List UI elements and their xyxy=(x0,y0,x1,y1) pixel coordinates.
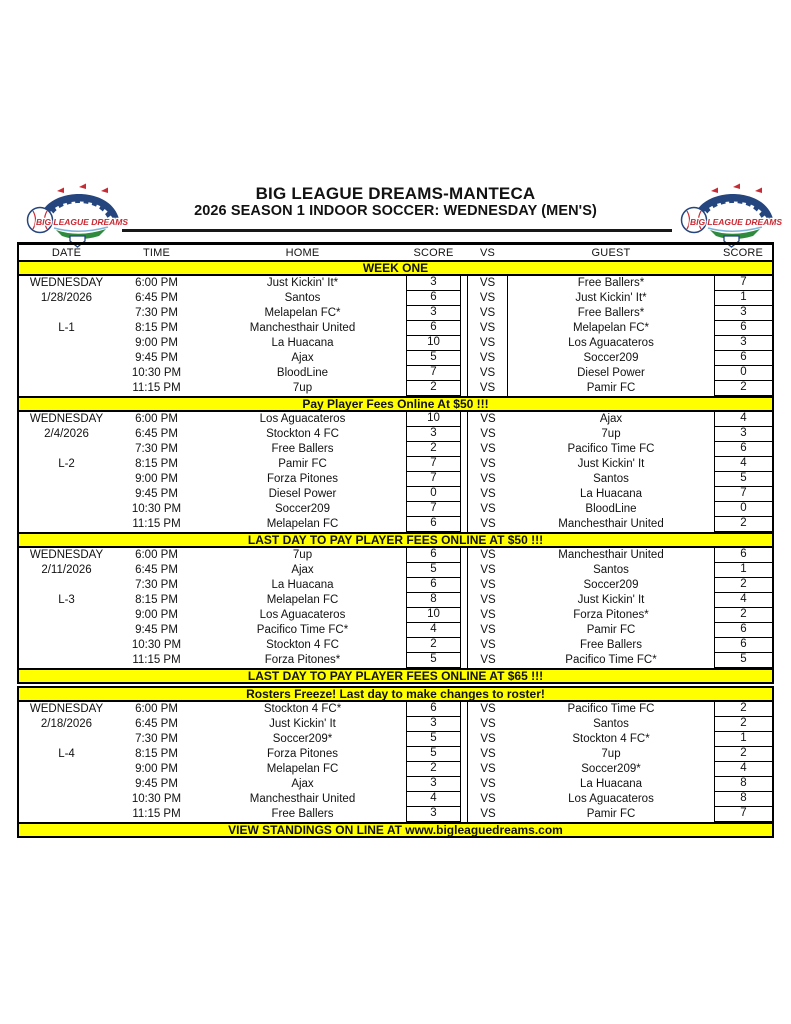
game-row xyxy=(19,732,772,747)
home-team: Manchesthair United xyxy=(249,321,356,334)
game-time: 10:30 PM xyxy=(131,502,182,515)
home-score: 6 xyxy=(406,517,461,532)
game-time: 11:15 PM xyxy=(132,517,181,530)
game-row xyxy=(19,623,772,638)
guest-team: Pacifico Time FC xyxy=(567,702,655,715)
week-block-1 xyxy=(17,276,774,396)
game-time: 6:45 PM xyxy=(135,291,178,304)
game-time: 9:45 PM xyxy=(135,777,178,790)
guest-score: 6 xyxy=(714,442,772,457)
guest-team: Just Kickin' It xyxy=(577,593,645,606)
home-team: 7up xyxy=(292,548,313,561)
game-time: 11:15 PM xyxy=(132,653,181,666)
guest-score: 6 xyxy=(714,623,772,638)
guest-team: Manchesthair United xyxy=(558,548,664,561)
home-team: Stockton 4 FC xyxy=(266,638,339,651)
home-team: Free Ballers xyxy=(271,442,334,455)
home-team: Ajax xyxy=(291,351,314,364)
game-time: 10:30 PM xyxy=(131,638,182,651)
game-time: 8:15 PM xyxy=(135,747,178,760)
home-score: 3 xyxy=(406,807,461,822)
home-score: 5 xyxy=(406,351,461,366)
guest-score: 5 xyxy=(714,653,772,668)
game-time: 9:00 PM xyxy=(135,472,178,485)
home-team: Los Aguacateros xyxy=(259,412,346,425)
weekday-label: WEDNESDAY xyxy=(29,277,104,289)
home-team: Stockton 4 FC* xyxy=(263,702,342,715)
game-time: 6:45 PM xyxy=(135,427,178,440)
game-time: 10:30 PM xyxy=(131,366,182,379)
game-row xyxy=(19,412,772,427)
weekday-label: WEDNESDAY xyxy=(29,413,104,425)
guest-team: Free Ballers* xyxy=(577,276,645,289)
game-row xyxy=(19,563,772,578)
game-time: 7:30 PM xyxy=(135,306,178,319)
vs-label: VS xyxy=(467,777,508,792)
game-time: 6:45 PM xyxy=(135,563,178,576)
game-row xyxy=(19,472,772,487)
vs-label: VS xyxy=(467,502,508,517)
vs-label: VS xyxy=(467,487,508,502)
guest-team: Los Aguacateros xyxy=(568,336,654,349)
home-team: Ajax xyxy=(291,563,314,576)
weekday-label: WEDNESDAY xyxy=(29,703,104,715)
guest-team: La Huacana xyxy=(579,777,643,790)
home-score: 7 xyxy=(406,472,461,487)
game-time: 9:00 PM xyxy=(135,336,178,349)
guest-team: 7up xyxy=(601,427,621,440)
banner-pay-fees-50: Pay Player Fees Online At $50 !!! xyxy=(17,396,774,412)
guest-team: Pamir FC xyxy=(586,807,636,820)
vs-label: VS xyxy=(467,366,508,381)
guest-team: Manchesthair United xyxy=(558,517,664,530)
guest-score: 3 xyxy=(714,306,772,321)
home-score: 0 xyxy=(406,487,461,502)
game-time: 7:30 PM xyxy=(135,732,178,745)
date-label: 2/18/2026 xyxy=(40,718,93,730)
game-row xyxy=(19,702,772,717)
game-time: 9:45 PM xyxy=(135,623,178,636)
col-header-date: DATE xyxy=(51,246,82,259)
home-score: 2 xyxy=(406,381,461,396)
vs-label: VS xyxy=(467,291,508,306)
home-team: Just Kickin' It* xyxy=(266,276,339,289)
guest-team: Ajax xyxy=(599,412,623,425)
game-time: 8:15 PM xyxy=(135,457,178,470)
guest-score: 2 xyxy=(714,717,772,732)
home-score: 8 xyxy=(406,593,461,608)
game-time: 11:15 PM xyxy=(132,807,181,820)
league-label: L-1 xyxy=(58,322,75,334)
date-label: 2/4/2026 xyxy=(44,428,89,440)
date-label: 1/28/2026 xyxy=(40,292,93,304)
weekday-label: WEDNESDAY xyxy=(29,549,104,561)
guest-score: 2 xyxy=(714,381,772,396)
vs-label: VS xyxy=(467,702,508,717)
guest-score: 4 xyxy=(714,457,772,472)
home-score: 10 xyxy=(406,336,461,351)
home-team: Santos xyxy=(284,291,321,304)
home-score: 5 xyxy=(406,747,461,762)
home-score: 5 xyxy=(406,563,461,578)
game-row xyxy=(19,578,772,593)
game-row xyxy=(19,517,772,532)
home-score: 2 xyxy=(406,762,461,777)
banner-last-day-65: LAST DAY TO PAY PLAYER FEES ONLINE AT $65 !!! xyxy=(17,668,774,684)
game-row xyxy=(19,427,772,442)
vs-label: VS xyxy=(467,807,508,822)
guest-team: Santos xyxy=(593,472,629,485)
guest-team: Stockton 4 FC* xyxy=(572,732,650,745)
game-time: 6:00 PM xyxy=(135,412,178,425)
guest-team: Soccer209* xyxy=(581,762,641,775)
guest-team: Melapelan FC* xyxy=(572,321,650,334)
banner-last-day-50: LAST DAY TO PAY PLAYER FEES ONLINE AT $50 !!! xyxy=(17,532,774,548)
game-time: 9:00 PM xyxy=(135,608,178,621)
home-team: Soccer209* xyxy=(272,732,333,745)
home-team: La Huacana xyxy=(271,578,334,591)
vs-label: VS xyxy=(467,351,508,366)
league-label: L-2 xyxy=(58,458,75,470)
date-label: 2/11/2026 xyxy=(41,564,92,576)
col-header-home: HOME xyxy=(285,246,320,259)
guest-team: Soccer209 xyxy=(583,578,639,591)
game-time: 8:15 PM xyxy=(135,593,178,606)
guest-score: 3 xyxy=(714,336,772,351)
game-row xyxy=(19,336,772,351)
game-time: 6:00 PM xyxy=(135,276,178,289)
game-row xyxy=(19,653,772,668)
game-time: 6:00 PM xyxy=(135,702,178,715)
vs-label: VS xyxy=(467,457,508,472)
guest-score: 5 xyxy=(714,472,772,487)
vs-label: VS xyxy=(467,321,508,336)
home-team: Forza Pitones* xyxy=(264,653,341,666)
logo-text: BIG LEAGUE DREAMS xyxy=(35,217,129,227)
home-team: Stockton 4 FC xyxy=(266,427,339,440)
home-score: 7 xyxy=(406,457,461,472)
game-row xyxy=(19,381,772,396)
game-time: 11:15 PM xyxy=(132,381,181,394)
col-header-score-guest: SCORE xyxy=(722,246,764,259)
week-block-4 xyxy=(17,702,774,822)
vs-label: VS xyxy=(467,653,508,668)
game-row xyxy=(19,638,772,653)
guest-team: Pacifico Time FC* xyxy=(565,653,657,666)
home-score: 5 xyxy=(406,653,461,668)
home-score: 3 xyxy=(406,777,461,792)
guest-team: Free Ballers* xyxy=(577,306,645,319)
game-time: 9:00 PM xyxy=(135,762,178,775)
guest-team: BloodLine xyxy=(585,502,637,515)
guest-score: 3 xyxy=(714,427,772,442)
game-row xyxy=(19,457,772,472)
game-time: 8:15 PM xyxy=(135,321,178,334)
guest-score: 2 xyxy=(714,747,772,762)
home-team: Diesel Power xyxy=(268,487,337,500)
guest-score: 4 xyxy=(714,762,772,777)
guest-score: 6 xyxy=(714,638,772,653)
guest-team: Santos xyxy=(593,563,629,576)
game-time: 7:30 PM xyxy=(135,578,178,591)
home-team: Just Kickin' It xyxy=(269,717,336,730)
home-score: 4 xyxy=(406,792,461,807)
col-header-time: TIME xyxy=(142,246,171,259)
vs-label: VS xyxy=(467,276,508,291)
home-team: Pacifico Time FC* xyxy=(256,623,349,636)
vs-label: VS xyxy=(467,732,508,747)
week-date-block xyxy=(19,276,114,396)
guest-team: Los Aguacateros xyxy=(568,792,654,805)
vs-label: VS xyxy=(467,792,508,807)
game-row xyxy=(19,762,772,777)
game-row xyxy=(19,502,772,517)
home-team: Soccer209 xyxy=(275,502,330,515)
game-row xyxy=(19,747,772,762)
home-team: Melapelan FC* xyxy=(264,306,341,319)
home-score: 3 xyxy=(406,717,461,732)
col-header-guest: GUEST xyxy=(591,246,631,259)
home-score: 10 xyxy=(406,608,461,623)
home-team: 7up xyxy=(292,381,313,394)
home-score: 6 xyxy=(406,291,461,306)
game-time: 7:30 PM xyxy=(135,442,178,455)
page-title: BIG LEAGUE DREAMS-MANTECA xyxy=(255,184,536,203)
game-row xyxy=(19,321,772,336)
game-time: 6:00 PM xyxy=(135,548,178,561)
vs-label: VS xyxy=(467,306,508,321)
vs-label: VS xyxy=(467,762,508,777)
league-label: L-3 xyxy=(58,594,75,606)
home-score: 3 xyxy=(406,427,461,442)
game-time: 9:45 PM xyxy=(135,351,178,364)
guest-score: 2 xyxy=(714,578,772,593)
guest-team: Soccer209 xyxy=(583,351,639,364)
game-time: 9:45 PM xyxy=(135,487,178,500)
guest-score: 7 xyxy=(714,807,772,822)
guest-score: 2 xyxy=(714,608,772,623)
vs-label: VS xyxy=(467,623,508,638)
week-date-block xyxy=(19,702,114,822)
home-team: La Huacana xyxy=(271,336,334,349)
game-time: 10:30 PM xyxy=(131,792,182,805)
home-team: Pamir FC xyxy=(278,457,327,470)
vs-label: VS xyxy=(467,747,508,762)
guest-score: 6 xyxy=(714,351,772,366)
home-score: 6 xyxy=(406,578,461,593)
home-score: 3 xyxy=(406,306,461,321)
guest-score: 7 xyxy=(714,276,772,291)
game-row xyxy=(19,777,772,792)
home-team: Melapelan FC xyxy=(266,593,339,606)
home-team: Free Ballers xyxy=(271,807,334,820)
guest-score: 8 xyxy=(714,777,772,792)
vs-label: VS xyxy=(467,563,508,578)
home-team: Melapelan FC xyxy=(266,517,339,530)
guest-team: 7up xyxy=(601,747,621,760)
vs-label: VS xyxy=(467,517,508,532)
banner-week-one: WEEK ONE xyxy=(17,260,774,276)
league-label: L-4 xyxy=(58,748,75,760)
column-header-row xyxy=(17,242,774,260)
logo-text: BIG LEAGUE DREAMS xyxy=(689,217,783,227)
week-date-block xyxy=(19,412,114,532)
guest-team: Free Ballers xyxy=(580,638,642,651)
game-row xyxy=(19,548,772,563)
vs-label: VS xyxy=(467,472,508,487)
game-row xyxy=(19,608,772,623)
vs-label: VS xyxy=(467,336,508,351)
game-row xyxy=(19,487,772,502)
week-block-3 xyxy=(17,548,774,668)
guest-team: Pacifico Time FC xyxy=(567,442,655,455)
week-block-2 xyxy=(17,412,774,532)
vs-label: VS xyxy=(467,717,508,732)
vs-label: VS xyxy=(467,442,508,457)
guest-score: 1 xyxy=(714,563,772,578)
game-row xyxy=(19,366,772,381)
guest-score: 0 xyxy=(714,366,772,381)
home-score: 6 xyxy=(406,321,461,336)
vs-label: VS xyxy=(467,608,508,623)
game-row xyxy=(19,593,772,608)
guest-score: 2 xyxy=(714,702,772,717)
home-score: 6 xyxy=(406,548,461,563)
guest-team: Just Kickin' It* xyxy=(575,291,647,304)
vs-label: VS xyxy=(467,548,508,563)
guest-team: Just Kickin' It xyxy=(577,457,645,470)
guest-score: 4 xyxy=(714,412,772,427)
vs-label: VS xyxy=(467,593,508,608)
home-score: 2 xyxy=(406,638,461,653)
home-team: Ajax xyxy=(291,777,314,790)
guest-score: 8 xyxy=(714,792,772,807)
vs-label: VS xyxy=(467,412,508,427)
guest-team: Diesel Power xyxy=(577,366,645,379)
guest-team: Pamir FC xyxy=(586,381,636,394)
col-header-score-home: SCORE xyxy=(413,246,454,259)
game-row xyxy=(19,792,772,807)
home-score: 6 xyxy=(406,702,461,717)
vs-label: VS xyxy=(467,578,508,593)
game-row xyxy=(19,351,772,366)
home-score: 5 xyxy=(406,732,461,747)
banner-view-standings: VIEW STANDINGS ON LINE AT www.bigleaguedreams.com xyxy=(17,822,774,838)
guest-team: Pamir FC xyxy=(586,623,636,636)
guest-score: 4 xyxy=(714,593,772,608)
home-team: Forza Pitones xyxy=(267,472,338,485)
home-team: Forza Pitones xyxy=(267,747,338,760)
home-team: Los Aguacateros xyxy=(259,608,346,621)
home-team: Manchesthair United xyxy=(249,792,356,805)
header-rule xyxy=(122,229,672,232)
game-row xyxy=(19,306,772,321)
page-subtitle: 2026 SEASON 1 INDOOR SOCCER: WEDNESDAY (MEN'S) xyxy=(194,203,597,219)
game-row xyxy=(19,276,772,291)
week-date-block xyxy=(19,548,114,668)
home-team: BloodLine xyxy=(276,366,329,379)
game-row xyxy=(19,291,772,306)
home-score: 2 xyxy=(406,442,461,457)
guest-team: Forza Pitones* xyxy=(573,608,649,621)
game-row xyxy=(19,717,772,732)
home-team: Melapelan FC xyxy=(266,762,339,775)
guest-score: 0 xyxy=(714,502,772,517)
guest-score: 6 xyxy=(714,321,772,336)
guest-team: La Huacana xyxy=(579,487,643,500)
game-row xyxy=(19,442,772,457)
guest-score: 7 xyxy=(714,487,772,502)
banner-rosters-freeze: Rosters Freeze! Last day to make changes to roster! xyxy=(17,686,774,702)
vs-label: VS xyxy=(467,638,508,653)
vs-label: VS xyxy=(467,381,508,396)
guest-score: 1 xyxy=(714,291,772,306)
home-score: 7 xyxy=(406,366,461,381)
home-score: 3 xyxy=(406,276,461,291)
guest-team: Santos xyxy=(593,717,629,730)
home-score: 7 xyxy=(406,502,461,517)
schedule-table xyxy=(17,242,774,838)
col-header-vs: VS xyxy=(479,246,496,259)
guest-score: 6 xyxy=(714,548,772,563)
game-time: 6:45 PM xyxy=(135,717,178,730)
guest-score: 2 xyxy=(714,517,772,532)
guest-score: 1 xyxy=(714,732,772,747)
home-score: 10 xyxy=(406,412,461,427)
vs-label: VS xyxy=(467,427,508,442)
home-score: 4 xyxy=(406,623,461,638)
game-row xyxy=(19,807,772,822)
